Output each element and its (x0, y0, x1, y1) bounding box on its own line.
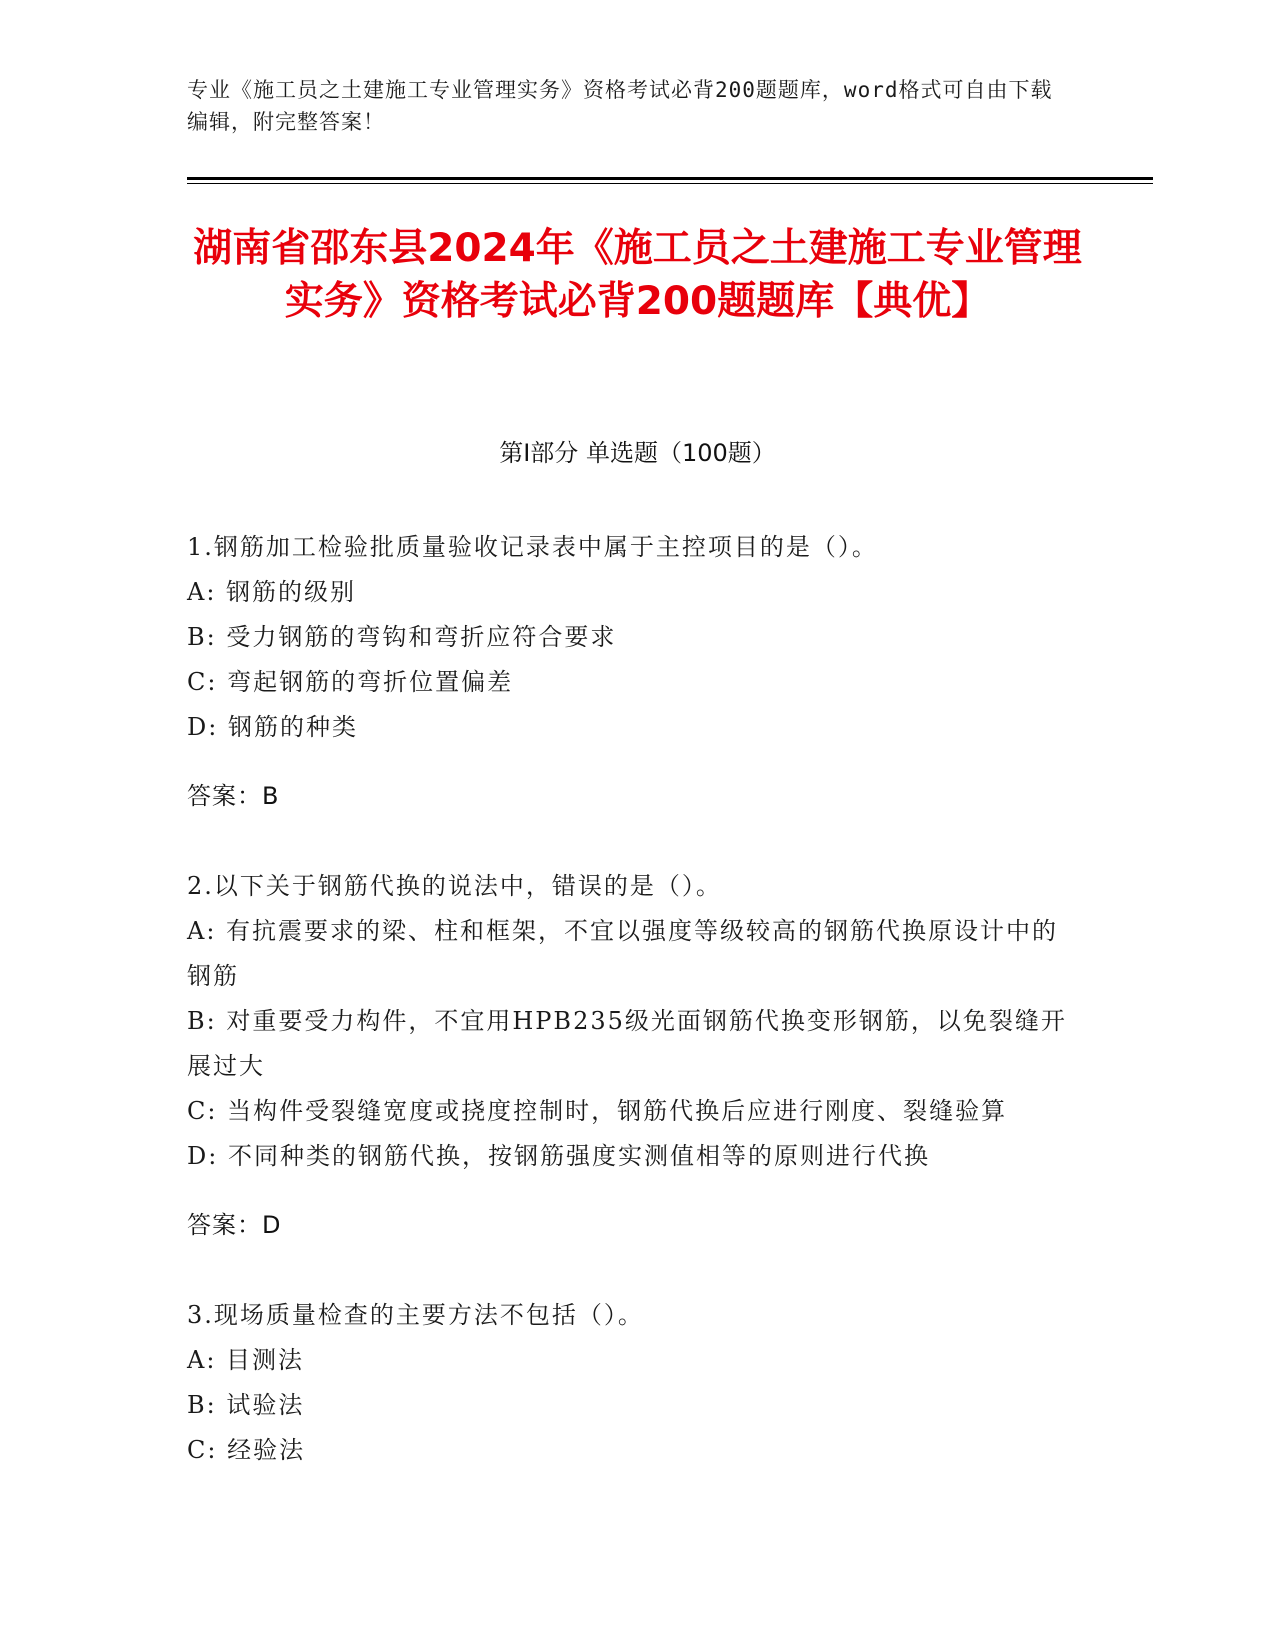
option-a: A: 目测法 (187, 1346, 305, 1374)
option-c: C: 弯起钢筋的弯折位置偏差 (187, 668, 514, 696)
header-rule-thick (187, 177, 1153, 180)
question-2 (187, 864, 1067, 1248)
section-heading: 第I部分 单选题（100题） (499, 439, 776, 467)
question-1 (187, 525, 1067, 819)
option-d: D: 不同种类的钢筋代换，按钢筋强度实测值相等的原则进行代换 (187, 1142, 930, 1170)
question-stem: 2.以下关于钢筋代换的说法中，错误的是（）。 (187, 872, 722, 900)
option-b: B: 对重要受力构件，不宜用HPB235级光面钢筋代换变形钢筋，以免裂缝开展过大 (187, 1007, 1067, 1080)
question-list (187, 525, 1067, 1518)
question-stem: 1.钢筋加工检验批质量验收记录表中属于主控项目的是（）。 (187, 533, 878, 561)
option-a: A: 钢筋的级别 (187, 578, 357, 606)
header-note: 专业《施工员之土建施工专业管理实务》资格考试必背200题题库，word格式可自由下载编辑，附完整答案！ (187, 78, 1053, 134)
option-d: D: 钢筋的种类 (187, 713, 358, 741)
question-stem: 3.现场质量检查的主要方法不包括（）。 (187, 1301, 644, 1329)
option-c: C: 当构件受裂缝宽度或挠度控制时，钢筋代换后应进行刚度、裂缝验算 (187, 1097, 1008, 1125)
question-3 (187, 1293, 1067, 1473)
header-rule-thin (187, 183, 1153, 184)
option-a: A: 有抗震要求的梁、柱和框架，不宜以强度等级较高的钢筋代换原设计中的钢筋 (187, 917, 1059, 990)
document-title: 湖南省邵东县2024年《施工员之土建施工专业管理实务》资格考试必背200题题库【典优】 (193, 226, 1082, 324)
answer: 答案：B (187, 782, 280, 810)
option-b: B: 试验法 (187, 1391, 305, 1419)
option-b: B: 受力钢筋的弯钩和弯折应符合要求 (187, 623, 617, 651)
answer: 答案：D (187, 1211, 282, 1239)
option-c: C: 经验法 (187, 1436, 306, 1464)
